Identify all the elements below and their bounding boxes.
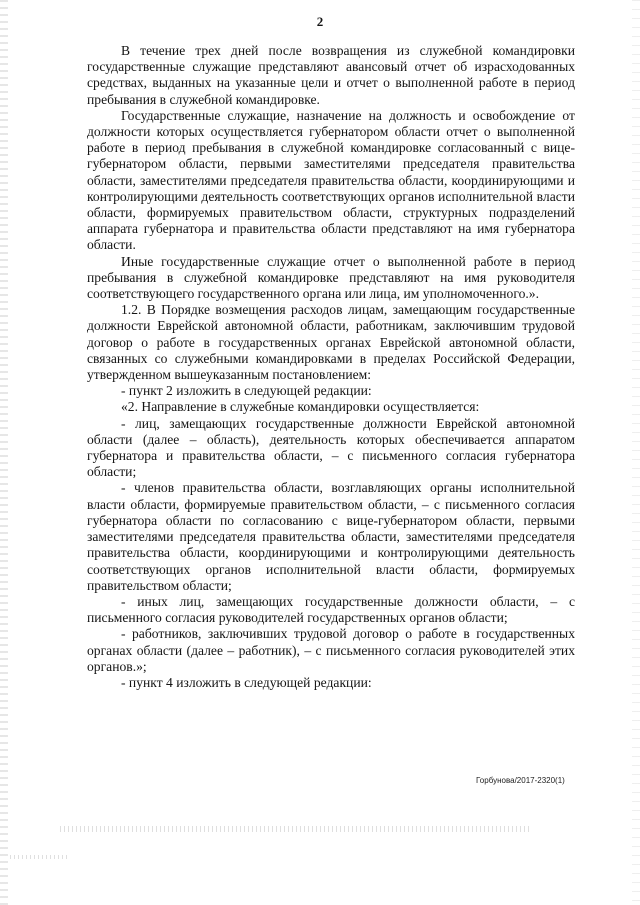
- paragraph: В течение трех дней после возвращения из служебной командировки государственные служащие представляют авансовый отчет об израсходованных средствах, выданных на указанные цели и отчет о выполненной работе в период пребывания в служебной командировке.: [87, 43, 575, 107]
- list-item: - лиц, замещающих государственные должности Еврейской автономной области (далее – область), деятельность которых обеспечивается аппаратом губернатора и правительства области, – с письменного согласия губернатора области;: [87, 415, 575, 480]
- scan-speckle: [10, 855, 70, 859]
- list-item: - членов правительства области, возглавляющих органы исполнительной власти области, формируемые правительством области, – с письменного согласия губернатора области по согласованию с вице-губернатором области, первыми заместителями председателя правительства области, заместителями председателя правительства области, координирующими и контролирующими деятельность соответствующих органов исполнительной власти области, формируемых правительством области;: [87, 480, 575, 593]
- paragraph: «2. Направление в служебные командировки осуществляется:: [121, 399, 480, 415]
- list-item: - иных лиц, замещающих государственные должности области, – с письменного согласия руководителей государственных органов области;: [87, 593, 575, 626]
- paragraph: Государственные служащие, назначение на должность и освобождение от должности которых осуществляется губернатором области отчет о выполненной работе в период пребывания в служебной командировке согласованный с вице-губернатором области, первыми заместителями председателя правительства области, заместителями председателя правительства области, координирующими и контролирующими деятельность соответствующих органов исполнительной власти области, формируемых правительством области, структурных подразделений аппарата губернатора и правительства области представляют на имя губернатора области.: [87, 107, 575, 253]
- page-number: 2: [316, 14, 324, 29]
- paragraph: 1.2. В Порядке возмещения расходов лицам, замещающим государственные должности Еврейской автономной области, работникам, заключившим трудовой договор о работе в государственных органах Еврейской автономной области, связанных со служебными командировками в пределах Российской Федерации, утвержденном вышеуказанным постановлением:: [87, 302, 575, 383]
- list-item: - работников, заключивших трудовой договор о работе в государственных органах области (далее – работник), – с письменного согласия руководителей этих органов.»;: [87, 626, 575, 674]
- paragraph: - пункт 4 изложить в следующей редакции:: [121, 674, 372, 690]
- scan-edge-right: [632, 0, 640, 905]
- paragraph: - пункт 2 изложить в следующей редакции:: [121, 383, 372, 399]
- document-body: [87, 43, 575, 691]
- footer-document-code: Горбунова/2017-2320(1): [476, 776, 565, 785]
- paragraph: Иные государственные служащие отчет о выполненной работе в период пребывания в служебной командировке представляют на имя руководителя соответствующего государственного органа или лица, им уполномоченного.».: [87, 253, 575, 302]
- scan-speckle: [60, 826, 530, 832]
- scan-edge-left: [0, 0, 8, 905]
